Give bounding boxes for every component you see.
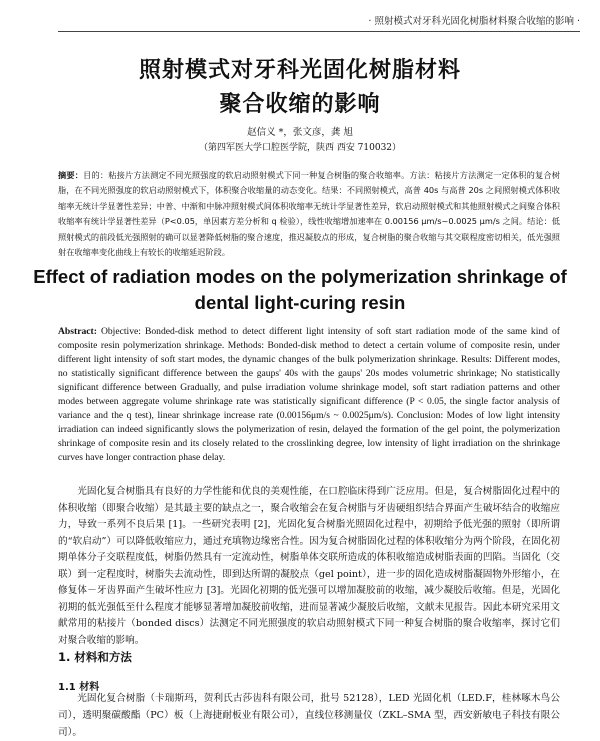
abstract-en-label: Abstract: bbox=[58, 326, 97, 337]
title-en-line2: dental light-curing resin bbox=[194, 292, 406, 313]
abstract-en-text: Objective: Bonded-disk method to detect different light intensity of soft start radiation mode of the same kind of composite resin polymerization shrinkage. Methods: Bonded-disk method to detect a certain volume of composite resin, under different light intensity of soft start modes, the dynamic changes of the bulk polymerization shrinkage. Results: Different modes, no statistically significant difference between the gaups' 40s with the gaups' 20s modes volumetric shrinkage; No statistically significant difference between Gradually, and pulse irradiation volume shrinkage model, soft start radiation patterns and other modes between aggregate volume shrinkage rate was statistically significant difference (P < 0.05, the single factor analysis of variance and the q test), linear shrinkage increase rate (0.00156μm/s ~ 0.0025μm/s). Conclusion: Modes of low light intensity irradiation can indeed significantly slows the polymerization of resin, delayed the formation of the gel point, the polymerization shrinkage of composite resin and its closely related to the crosslinking degree, low intensity of light irradiation on the shrinkage curves have longer contraction phase delay. bbox=[58, 326, 560, 463]
running-head: · 照射模式对牙科光固化树脂材料聚合收缩的影响 · bbox=[368, 16, 580, 27]
materials-paragraph: 光固化复合树脂（卡瑞斯玛，贺利氏古莎齿科有限公司，批号 52128），LED 光固化机（LED.F，桂林啄木鸟公司），透明聚碳酸酯（PC）板（上海捷耐板业有限公司），直线位移测量仪（ZKL–SMA 型，西安新敏电子科技有限公司）。 bbox=[58, 693, 560, 738]
abstract-en bbox=[58, 325, 560, 465]
title-en bbox=[0, 264, 600, 316]
abstract-zh bbox=[58, 168, 560, 260]
title-zh bbox=[0, 54, 600, 122]
section-heading: 1. 材料和方法 bbox=[58, 650, 132, 664]
intro-paragraph: 光固化复合树脂具有良好的力学性能和优良的美观性能，在口腔临床得到广泛应用。但是，复合树脂固化过程中的体积收缩（即聚合收缩）是其最主要的缺点之一，聚合收缩会在复合树脂与牙齿硬组织结合界面产生破坏结合的收缩应力，导致一系列不良后果 [1]。一些研究表明 [2]，光固化复合树脂光照固化过程中，初期给予低光强的照射（即所谓的“软启动”）可以降低收缩应力，通过充填物边缘密合性。因为复合树脂固化过程的体积收缩分为两个阶段，在固化初期单体分子交联程度低，树脂仍然具有一定流动性，树脂单体交联所造成的体积收缩造成树脂表面的凹陷。当固化（交联）到一定程度时，树脂失去流动性，即到达所谓的凝胶点（gel point），进一步的固化造成树脂凝固物外形缩小，在修复体－牙齿界面产生破坏性应力 [3]。光固化初期的低光强可以增加凝胶前的收缩，减少凝胶后收缩。但是，光固化初期的低光强低至什么程度才能够显著增加凝胶前收缩，进而显著减少凝胶后收缩，文献未见报告。因此本研究采用文献常用的粘接片（bonded discs）法测定不同光照强度的软启动照射模式下同一种复合树脂的聚合收缩率，探讨它们对聚合收缩的影响。 bbox=[58, 486, 560, 646]
affiliation: （第四军医大学口腔医学院，陕西 西安 710032） bbox=[198, 143, 402, 153]
title-en-line1: Effect of radiation modes on the polymerization shrinkage of bbox=[33, 266, 567, 287]
header-rule bbox=[58, 31, 580, 32]
title-zh-line2: 聚合收缩的影响 bbox=[219, 92, 381, 117]
authors: 赵信义 *，张文彦，龚 旭 bbox=[247, 127, 353, 138]
title-zh-line1: 照射模式对牙科光固化树脂材料 bbox=[138, 58, 461, 83]
subsection-heading: 1.1 材料 bbox=[58, 682, 100, 693]
abstract-zh-label: 摘要： bbox=[58, 170, 84, 180]
abstract-zh-text: 目的：粘接片方法测定不同光照强度的软启动照射模式下同一种复合树脂的聚合收缩率。方法：粘接片方法测定一定体积的复合树脂，在不同光照强度的软启动照射模式下，体积聚合收缩量的动态变化。结果：不同照射模式，高普 40s 与高普 20s 之间照射模式体积收缩率无统计学显著性差异；中普、中渐和中脉冲照射模式间体积收缩率无统计学显著性差异，软启动照射模式和其他照射模式之间聚合体积收缩率有统计学显著性差异（P<0.05，单因素方差分析和 q 检验），线性收缩增加速率在 0.00156 μm/s~0.0025 μm/s 之间。结论：低照射模式的前段低光强照射的确可以显著降低树脂的聚合速度，推迟凝胶点的形成，复合树脂的聚合收缩与其交联程度密切相关，低光强照射在收缩率变化曲线上有较长的收缩延迟阶段。 bbox=[58, 170, 560, 258]
